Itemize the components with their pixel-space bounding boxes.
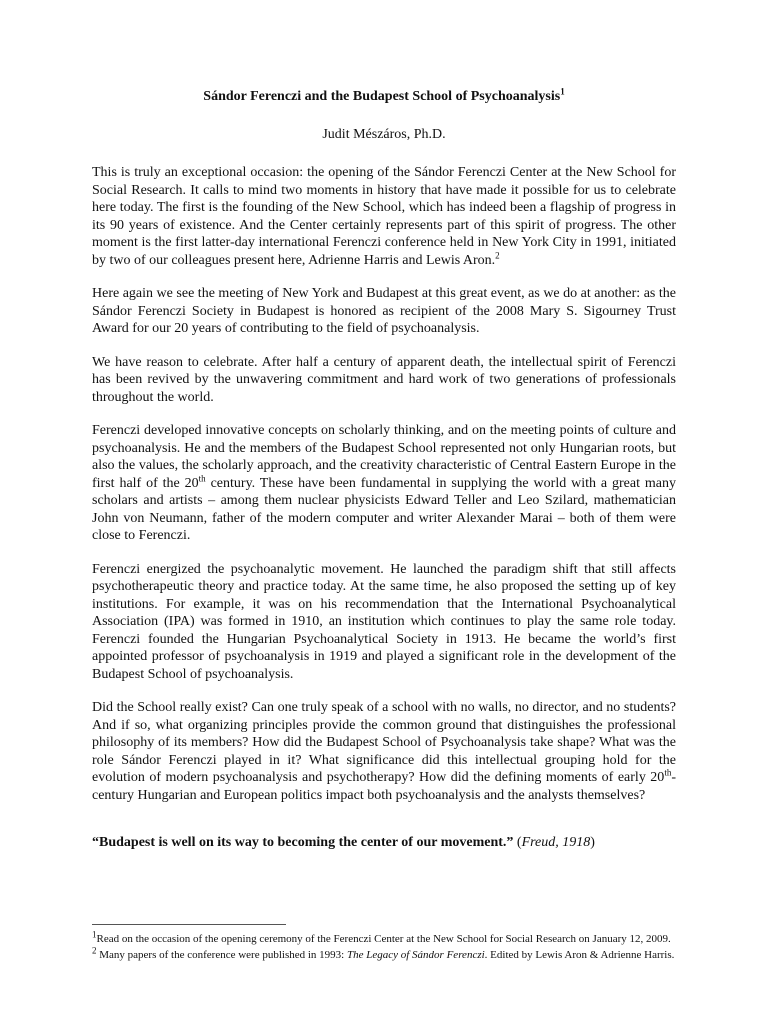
title-footnote-mark: 1 [560,86,565,97]
text-run: Here again we see the meeting of New York and Budapest at this great event, as we do at another: as the Sándor Ferenczi Society in Budapest is honored as recipient of the 2008 Mary S. Sigourney Trust Award for our 20 years of contributing to the field of psychoanalysis. [92,286,676,336]
text-run: century. These have been fundamental in supplying the world with a great many scholars and artists – among them nuclear physicists Edward Teller and Leo Szilard, mathematician John von Neumann, father of the modern computer and writer Alexander Marai – both of them were close to Ferenczi. [92,475,676,543]
pull-quote [92,834,676,852]
footnotes [92,929,676,962]
title-text: Sándor Ferenczi and the Budapest School of Psychoanalysis [203,89,561,104]
body-paragraph [92,164,676,269]
text-run: Ferenczi developed innovative concepts on scholarly thinking, and on the meeting points of culture and psychoanalysis. He and the members of the Budapest School represented not only Hungarian roots, but also the values, the scholarly approach, and the creativity characteristic of Central Eastern Europe in the first half of the 20 [92,423,676,491]
text-run: We have reason to celebrate. After half a century of apparent death, the intellectual spirit of Ferenczi has been revived by the unwavering commitment and hard work of two generations of professionals throughout the world. [92,354,676,405]
text-run: . Edited by Lewis Aron & Adrienne Harris. [484,949,675,961]
body-paragraph [92,285,676,338]
page-title [92,88,676,106]
footnote-mark: 1 [92,929,97,940]
superscript: th [198,472,206,483]
text-run: Did the School really exist? Can one truly speak of a school with no walls, no director, and no students? And if so, what organizing principles provide the common ground that distinguishes the professional philosophy of its members? How did the Budapest School of Psychoanalysis take shape? What was the role Sándor Ferenczi played in it? What significance did this intellectual grouping hold for the evolution of modern psychoanalysis and psychotherapy? How did the defining moments of early 20 [92,700,676,785]
superscript: th [664,767,672,778]
quote-source: Freud, 1918 [521,835,591,850]
body-paragraph [92,561,676,684]
author-byline: Judit Mészáros, Ph.D. [322,127,446,142]
body-paragraph [92,422,676,545]
footnote-mark: 2 [92,945,97,956]
quote-open-paren: ( [513,835,522,850]
text-run: Read on the occasion of the opening ceremony of the Ferenczi Center at the New School for Social Research on January 12, 2009. [96,933,671,945]
document-body [92,88,676,852]
italic-text: The Legacy of Sándor Ferenczi [346,949,485,961]
quote-close-paren: ) [590,835,595,850]
body-paragraph [92,354,676,407]
text-run: Ferenczi energized the psychoanalytic movement. He launched the paradigm shift that still affects psychotherapeutic theory and practice today. At the same time, he also proposed the setting up of key institutions. For example, it was on his recommendation that the International Psychoanalytical Association (IPA) was formed in 1910, an institution which continues to play the same role today. Ferenczi founded the Hungarian Psychoanalytical Society in 1913. He became the world’s first appointed professor of psychoanalysis in 1919 and played a significant role in the development of the Budapest School of psychoanalysis. [92,561,676,682]
text-run: -century Hungarian and European politics impact both psychoanalysis and the analysts themselves? [92,770,676,803]
footnote-separator [92,924,286,925]
superscript: 2 [495,249,500,260]
text-run: Many papers of the conference were published in 1993: [96,949,347,961]
quote-text: “Budapest is well on its way to becoming the center of our movement.” [92,835,514,850]
body-paragraphs [92,164,676,804]
text-run: This is truly an exceptional occasion: the opening of the Sándor Ferenczi Center at the New School for Social Research. It calls to mind two moments in history that have made it possible for us to celebrate here today. The first is the founding of the New School, which has indeed been a flagship of progress in its 90 years of existence. And the Center certainly represents part of this spirit of progress. The other moment is the first latter-day international Ferenczi conference held in New York City in 1991, initiated by two of our colleagues present here, Adrienne Harris and Lewis Aron. [92,165,676,268]
footnote [92,929,676,946]
body-paragraph [92,699,676,804]
footnote [92,945,676,962]
